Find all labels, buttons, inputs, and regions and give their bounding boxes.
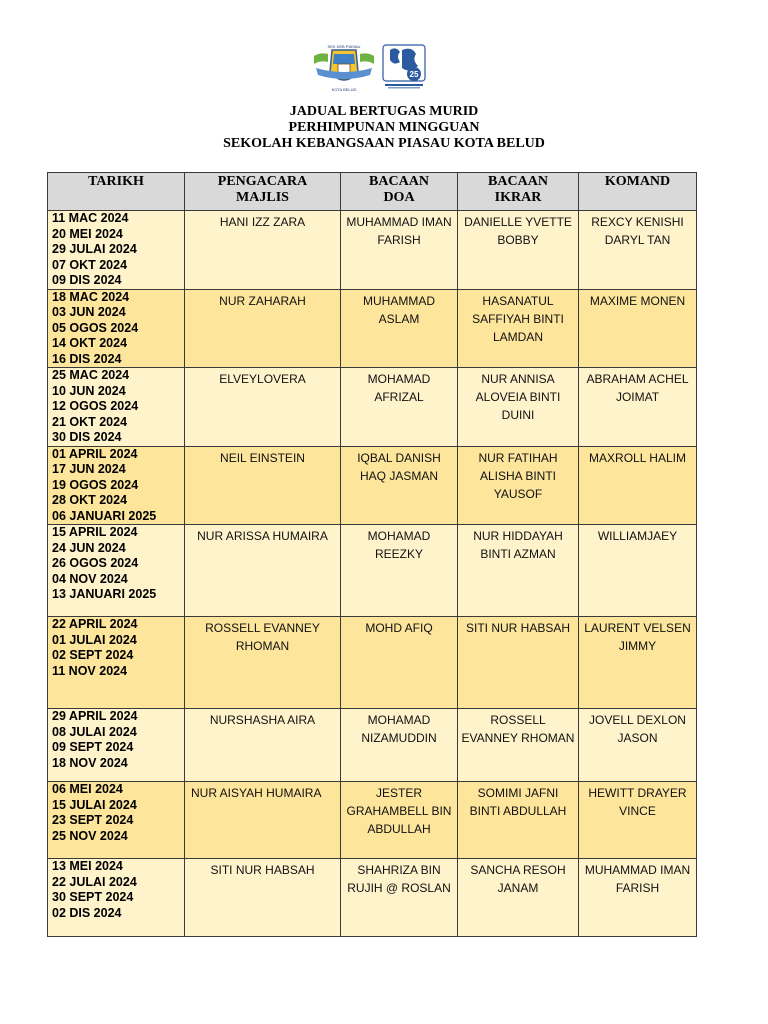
date-entry: 18 NOV 2024 [52,755,128,770]
duty-roster-table [47,172,697,937]
date-entry: 08 JULAI 2024 [52,724,137,739]
komand-cell: LAURENT VELSEN JIMMY [579,617,697,709]
date-entry: 26 OGOS 2024 [52,556,139,570]
pengacara-cell: NUR ZAHARAH [185,289,341,368]
date-entry: 01 APRIL 2024 [52,446,138,461]
date-entry: 09 SEPT 2024 [52,740,134,754]
crest-banner-text: SEK KEB PIASAU [327,44,361,49]
table-row [48,211,697,290]
heading-line-3: SEKOLAH KEBANGSAAN PIASAU KOTA BELUD [223,136,545,151]
doa-cell: SHAHRIZA BIN RUJIH @ ROSLAN [341,859,458,937]
date-entry: 02 DIS 2024 [52,905,122,920]
date-cell [48,525,185,617]
date-entry: 05 OGOS 2024 [52,320,139,335]
date-entry: 30 DIS 2024 [52,430,122,444]
ikrar-cell: SANCHA RESOH JANAM [458,859,579,937]
pengacara-cell: NEIL EINSTEIN [185,446,341,525]
date-entry: 17 JUN 2024 [52,462,126,476]
date-cell [48,617,185,709]
heading-line-1: JADUAL BERTUGAS MURID [289,104,479,119]
date-entry: 02 SEPT 2024 [52,648,134,662]
ikrar-cell: NUR HIDDAYAH BINTI AZMAN [458,525,579,617]
table-row [48,525,697,617]
header-komand: KOMAND [579,173,697,211]
date-cell [48,859,185,937]
date-entry: 25 MAC 2024 [52,368,130,382]
doa-cell: MOHAMAD AFRIZAL [341,368,458,447]
pengacara-cell: ELVEYLOVERA [185,368,341,447]
date-entry: 21 OKT 2024 [52,414,128,429]
date-entry: 16 DIS 2024 [52,351,122,366]
ikrar-cell: ROSSELL EVANNEY RHOMAN [458,709,579,782]
date-entry: 30 SEPT 2024 [52,890,134,904]
pengacara-cell: SITI NUR HABSAH [185,859,341,937]
table-row [48,709,697,782]
komand-cell: JOVELL DEXLON JASON [579,709,697,782]
doa-cell: IQBAL DANISH HAQ JASMAN [341,446,458,525]
crest-footer-text: KOTA BELUD [331,87,357,92]
ikrar-cell: NUR ANNISA ALOVEIA BINTI DUINI [458,368,579,447]
header-tarikh: TARIKH [48,173,185,211]
date-entry: 25 NOV 2024 [52,828,128,843]
date-entry: 11 MAC 2024 [52,211,129,225]
date-cell [48,782,185,859]
table-row [48,859,697,937]
date-entry: 14 OKT 2024 [52,336,128,350]
date-entry: 15 APRIL 2024 [52,525,138,539]
date-entry: 28 OKT 2024 [52,493,128,507]
doa-cell: MUHAMMAD ASLAM [341,289,458,368]
pengacara-cell: NUR ARISSA HUMAIRA [185,525,341,617]
date-entry: 15 JULAI 2024 [52,797,137,812]
ikrar-cell: SITI NUR HABSAH [458,617,579,709]
table-row [48,782,697,859]
table-row [48,368,697,447]
komand-cell: REXCY KENISHI DARYL TAN [579,211,697,290]
doa-cell: MOHAMAD REEZKY [341,525,458,617]
komand-cell: MAXIME MONEN [579,289,697,368]
komand-cell: ABRAHAM ACHEL JOIMAT [579,368,697,447]
date-entry: 03 JUN 2024 [52,305,126,319]
pengacara-cell: ROSSELL EVANNEY RHOMAN [185,617,341,709]
date-entry: 22 APRIL 2024 [52,617,138,631]
heading-line-2: PERHIMPUNAN MINGGUAN [288,120,480,135]
date-entry: 13 JANUARI 2025 [52,587,157,601]
komand-cell: WILLIAMJAEY [579,525,697,617]
date-cell [48,368,185,447]
date-entry: 09 DIS 2024 [52,273,122,287]
date-entry: 06 MEI 2024 [52,782,123,796]
pengacara-cell: NURSHASHA AIRA [185,709,341,782]
date-entry: 06 JANUARI 2025 [52,508,157,523]
ikrar-cell: SOMIMI JAFNI BINTI ABDULLAH [458,782,579,859]
date-entry: 12 OGOS 2024 [52,399,139,413]
document-heading [0,104,768,152]
date-cell [48,289,185,368]
date-entry: 04 NOV 2024 [52,571,128,586]
doa-cell: MOHD AFIQ [341,617,458,709]
pengacara-cell: NUR AISYAH HUMAIRA [185,782,341,859]
ikrar-cell: HASANATUL SAFFIYAH BINTI LAMDAN [458,289,579,368]
komand-cell: MUHAMMAD IMAN FARISH [579,859,697,937]
ikrar-cell: DANIELLE YVETTE BOBBY [458,211,579,290]
date-entry: 07 OKT 2024 [52,257,128,272]
date-entry: 29 APRIL 2024 [52,709,138,723]
date-entry: 22 JULAI 2024 [52,874,137,889]
date-entry: 18 MAC 2024 [52,289,130,304]
date-entry: 13 MEI 2024 [52,859,123,873]
table-header-row [48,173,697,211]
anniversary-logo [382,44,426,90]
date-entry: 19 OGOS 2024 [52,477,139,492]
komand-cell: MAXROLL HALIM [579,446,697,525]
date-entry: 29 JULAI 2024 [52,242,137,256]
table-row [48,617,697,709]
logo-bar [0,42,768,94]
doa-cell: MUHAMMAD IMAN FARISH [341,211,458,290]
ikrar-cell: NUR FATIHAH ALISHA BINTI YAUSOF [458,446,579,525]
table-row [48,446,697,525]
date-cell [48,211,185,290]
table-row [48,289,697,368]
doa-cell: MOHAMAD NIZAMUDDIN [341,709,458,782]
date-entry: 20 MEI 2024 [52,226,123,241]
doa-cell: JESTER GRAHAMBELL BIN ABDULLAH [341,782,458,859]
komand-cell: HEWITT DRAYER VINCE [579,782,697,859]
anniversary-number: 25 [409,70,419,79]
header-bacaan-ikrar: BACAAN IKRAR [458,173,579,211]
school-crest-logo [312,42,376,94]
date-entry: 23 SEPT 2024 [52,813,134,827]
header-bacaan-doa: BACAAN DOA [341,173,458,211]
pengacara-cell: HANI IZZ ZARA [185,211,341,290]
date-cell [48,709,185,782]
date-cell [48,446,185,525]
header-pengacara-majlis: PENGACARA MAJLIS [185,173,341,211]
date-entry: 01 JULAI 2024 [52,632,137,647]
date-entry: 10 JUN 2024 [52,383,126,398]
date-entry: 24 JUN 2024 [52,540,126,555]
date-entry: 11 NOV 2024 [52,663,128,678]
